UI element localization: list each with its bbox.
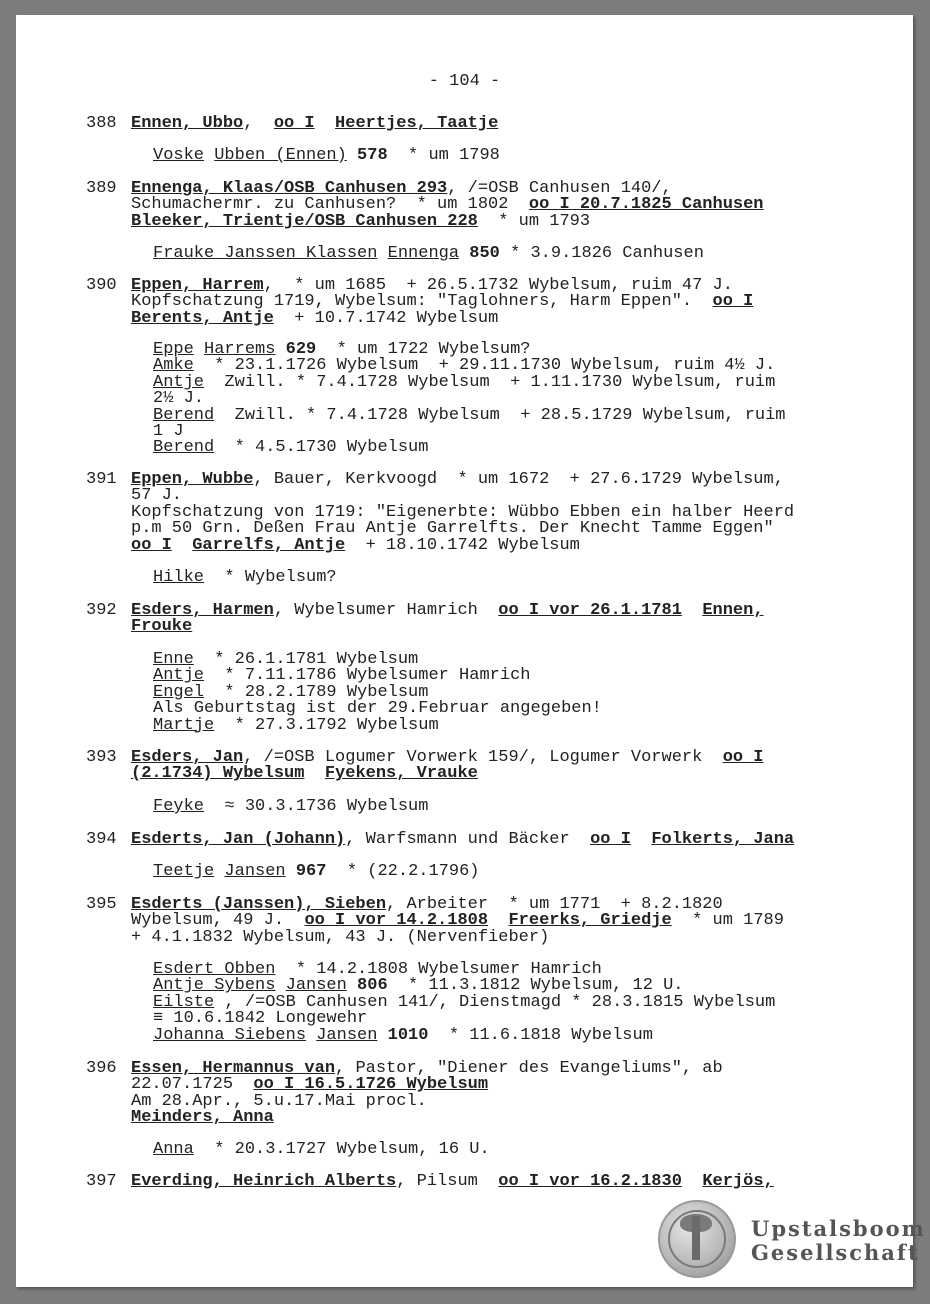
- entry-number: 391: [86, 470, 117, 489]
- children-block: [86, 342, 886, 457]
- spouse-name: Garrelfs, Antje: [192, 535, 346, 555]
- marriage-info: oo I 20.7.1825 Canhusen: [528, 195, 764, 215]
- text: ,: [243, 114, 274, 133]
- child-details: * 28.2.1789 Wybelsum: [204, 682, 429, 702]
- children-block: [86, 652, 886, 734]
- child-details: * 14.2.1808 Wybelsumer Hamrich: [275, 960, 602, 979]
- spouse-name: Fyekens, Vrauke: [324, 764, 478, 784]
- child-note: Als Geburtstag ist der 29.Februar angegeben!: [153, 699, 602, 719]
- child-surname: Ennenga: [387, 244, 460, 263]
- logo-line2: Gesellschaft: [751, 1240, 920, 1265]
- spouse-name: Freerks, Griedje: [508, 911, 672, 931]
- entry-390: [86, 278, 886, 327]
- entry-397: [86, 1174, 886, 1190]
- child-ref: 967: [295, 862, 327, 881]
- child-surname: Jansen: [316, 1025, 378, 1045]
- document-page: [16, 15, 926, 1287]
- marriage-info: oo I vor 16.2.1830: [498, 1172, 682, 1191]
- marriage-info: oo I: [273, 114, 315, 133]
- child-details: * 7.11.1786 Wybelsumer Hamrich: [204, 666, 531, 686]
- person-name: Esderts (Janssen), Sieben: [131, 895, 387, 914]
- text: , Arbeiter * um 1771 + 8.2.1820: [386, 895, 723, 914]
- spouse-name: Heertjes, Taatje: [335, 114, 499, 133]
- child-name: Voske: [153, 146, 205, 165]
- text: , Pilsum: [396, 1172, 499, 1191]
- child-ref: 1010: [387, 1025, 429, 1045]
- child-details: * 11.3.1812 Wybelsum, 12 U.: [387, 976, 684, 996]
- text: Kopfschatzung von 1719: "Eigenerbte: Wübbo Ebben ein halber Heerd: [131, 502, 795, 522]
- child-name: Antje Sybens: [153, 976, 276, 996]
- marriage-info: oo I vor 26.1.1781: [498, 601, 682, 620]
- text: , /=OSB Logumer Vorwerk 159/, Logumer Vorwerk: [243, 748, 723, 767]
- entry-number: 393: [86, 748, 117, 767]
- entry-395: [86, 897, 886, 946]
- person-name: Eppen, Wubbe: [131, 470, 254, 489]
- text: p.m 50 Grn. Deßen Frau Antje Garrelfts. Der Knecht Tamme Eggen": [131, 519, 774, 539]
- entry-389: [86, 181, 886, 230]
- entry-number: 390: [86, 276, 117, 295]
- child-name: Enne: [153, 650, 194, 669]
- child-name: Engel: [153, 682, 205, 702]
- child-name: Berend: [153, 438, 215, 458]
- child-details: * um 1722 Wybelsum?: [316, 340, 531, 359]
- spouse-name: Ennen,: [702, 601, 764, 620]
- child-name: Johanna Siebens: [153, 1025, 307, 1045]
- text: 57 J.: [131, 486, 183, 506]
- text: 22.07.1725: [131, 1075, 254, 1095]
- child-name: Teetje: [153, 862, 215, 881]
- child-ref: 850: [469, 244, 500, 263]
- text: * um 1789: [671, 911, 784, 931]
- person-name: Ennenga, Klaas/OSB Canhusen 293: [131, 179, 448, 198]
- child-name: Eilste: [153, 992, 215, 1012]
- child-surname: Jansen: [285, 976, 347, 996]
- marriage-info: oo I 16.5.1726 Wybelsum: [253, 1075, 489, 1095]
- child-surname: Ubben (Ennen): [214, 146, 347, 165]
- society-logo: [658, 1200, 926, 1280]
- child-details: * 20.3.1727 Wybelsum, 16 U.: [193, 1140, 490, 1159]
- person-name: Esderts, Jan (Johann): [131, 830, 346, 849]
- text: [682, 1172, 702, 1191]
- marriage-info: oo I vor 14.2.1808: [304, 911, 489, 931]
- child-surname: Jansen: [224, 862, 286, 881]
- person-name: Everding, Heinrich Alberts: [131, 1172, 397, 1191]
- child-details: Zwill. * 7.4.1728 Wybelsum + 1.11.1730 Wybelsum, ruim: [204, 372, 776, 392]
- child-line: [86, 864, 886, 880]
- spouse-name: Frouke: [131, 617, 193, 637]
- entry-393: [86, 750, 886, 783]
- child-details-cont: ≡ 10.6.1842 Longewehr: [153, 1009, 368, 1029]
- entry-392: [86, 603, 886, 636]
- child-name: Esdert Obben: [153, 960, 276, 979]
- child-ref: 578: [357, 146, 388, 165]
- child-ref: 629: [285, 340, 317, 359]
- spouse-name: Meinders, Anna: [131, 1108, 274, 1128]
- child-line: [86, 799, 886, 815]
- text: , /=OSB Canhusen 140/,: [447, 179, 672, 198]
- entry-396: [86, 1061, 886, 1127]
- entry-number: 397: [86, 1172, 117, 1191]
- child-name: Eppe: [153, 340, 194, 359]
- child-details: * 4.5.1730 Wybelsum: [214, 438, 429, 458]
- spouse-name: Folkerts, Jana: [651, 830, 795, 849]
- spouse-name: Berents, Antje: [131, 308, 274, 328]
- person-name: Eppen, Harrem: [131, 276, 264, 295]
- text: + 10.7.1742 Wybelsum: [273, 308, 499, 328]
- child-name: Antje: [153, 372, 205, 392]
- entry-391: [86, 472, 886, 554]
- entry-number: 389: [86, 179, 117, 198]
- child-details-cont: 1 J: [153, 422, 184, 442]
- child-name: Feyke: [153, 797, 205, 816]
- child-name: Hilke: [153, 568, 205, 587]
- person-name: Ennen, Ubbo: [131, 114, 244, 133]
- child-name: Berend: [153, 405, 215, 425]
- text: [172, 536, 192, 555]
- entry-388: [86, 116, 886, 132]
- child-name: Antje: [153, 666, 205, 686]
- entry-number: 394: [86, 830, 117, 849]
- child-surname: Harrems: [204, 340, 276, 359]
- entry-number: 396: [86, 1059, 117, 1078]
- child-details: ≈ 30.3.1736 Wybelsum: [204, 797, 429, 816]
- child-details: * um 1798: [387, 146, 500, 165]
- marriage-info: oo I: [712, 292, 754, 312]
- text: Kopfschatzung 1719, Wybelsum: "Taglohners, Harm Eppen".: [131, 292, 713, 312]
- text: [682, 601, 702, 620]
- marriage-info: (2.1734) Wybelsum: [131, 764, 305, 784]
- child-ref: 806: [357, 976, 388, 996]
- child-details: , /=OSB Canhusen 141/, Dienstmagd * 28.3.1815 Wybelsum: [214, 992, 776, 1012]
- child-details: * 11.6.1818 Wybelsum: [428, 1025, 653, 1045]
- text: , Bauer, Kerkvoogd * um 1672 + 27.6.1729 Wybelsum,: [253, 470, 784, 489]
- person-name: Esders, Harmen: [131, 601, 274, 620]
- text: , Wybelsumer Hamrich: [273, 601, 499, 620]
- child-line: [86, 246, 886, 262]
- text: , * um 1685 + 26.5.1732 Wybelsum, ruim 47 J.: [263, 276, 733, 295]
- entry-number: 395: [86, 895, 117, 914]
- marriage-info: oo I: [722, 748, 764, 767]
- text: Schumachermr. zu Canhusen? * um 1802: [131, 195, 529, 215]
- marriage-info: oo I: [590, 830, 631, 849]
- spouse-name: Kerjös,: [702, 1172, 774, 1191]
- spouse-name: Bleeker, Trientje/OSB Canhusen 228: [131, 211, 478, 231]
- text: , Warfsmann und Bäcker: [345, 830, 591, 849]
- child-details: * Wybelsum?: [204, 568, 337, 587]
- text: [631, 830, 651, 849]
- child-details: * (22.2.1796): [326, 862, 480, 881]
- entry-number: 388: [86, 114, 117, 133]
- entry-394: [86, 832, 886, 848]
- child-details: * 23.1.1726 Wybelsum + 29.11.1730 Wybelsum, ruim 4½ J.: [193, 356, 776, 376]
- child-line: [86, 148, 886, 164]
- text: * um 1793: [477, 211, 591, 231]
- child-name: Amke: [153, 356, 194, 376]
- entry-number: 392: [86, 601, 117, 620]
- child-details: * 27.3.1792 Wybelsum: [214, 715, 439, 735]
- text: [304, 764, 324, 783]
- child-line: [86, 1142, 886, 1158]
- child-name: Anna: [153, 1140, 194, 1159]
- person-name: Essen, Hermannus van: [131, 1059, 336, 1078]
- logo-line1: Upstalsboom: [751, 1216, 926, 1241]
- child-name: Martje: [153, 715, 215, 735]
- marriage-info: oo I: [131, 535, 172, 555]
- child-details-cont: 2½ J.: [153, 389, 205, 409]
- child-details: * 3.9.1826 Canhusen: [499, 244, 704, 263]
- child-details: * 26.1.1781 Wybelsum: [193, 650, 419, 669]
- text: Wybelsum, 49 J.: [131, 911, 305, 931]
- text: Am 28.Apr., 5.u.17.Mai procl.: [131, 1091, 427, 1111]
- text: , Pastor, "Diener des Evangeliums", ab: [335, 1059, 723, 1078]
- text: + 18.10.1742 Wybelsum: [345, 535, 580, 555]
- child-details: Zwill. * 7.4.1728 Wybelsum + 28.5.1729 Wybelsum, ruim: [214, 405, 786, 425]
- seal-icon: [658, 1200, 736, 1278]
- child-line: [86, 570, 886, 586]
- text: [315, 114, 335, 133]
- children-block: [86, 962, 886, 1044]
- page-number: - 104 -: [428, 72, 501, 91]
- person-name: Esders, Jan: [131, 748, 244, 767]
- child-name: Frauke Janssen Klassen: [153, 244, 378, 263]
- text: + 4.1.1832 Wybelsum, 43 J. (Nervenfieber): [131, 927, 550, 947]
